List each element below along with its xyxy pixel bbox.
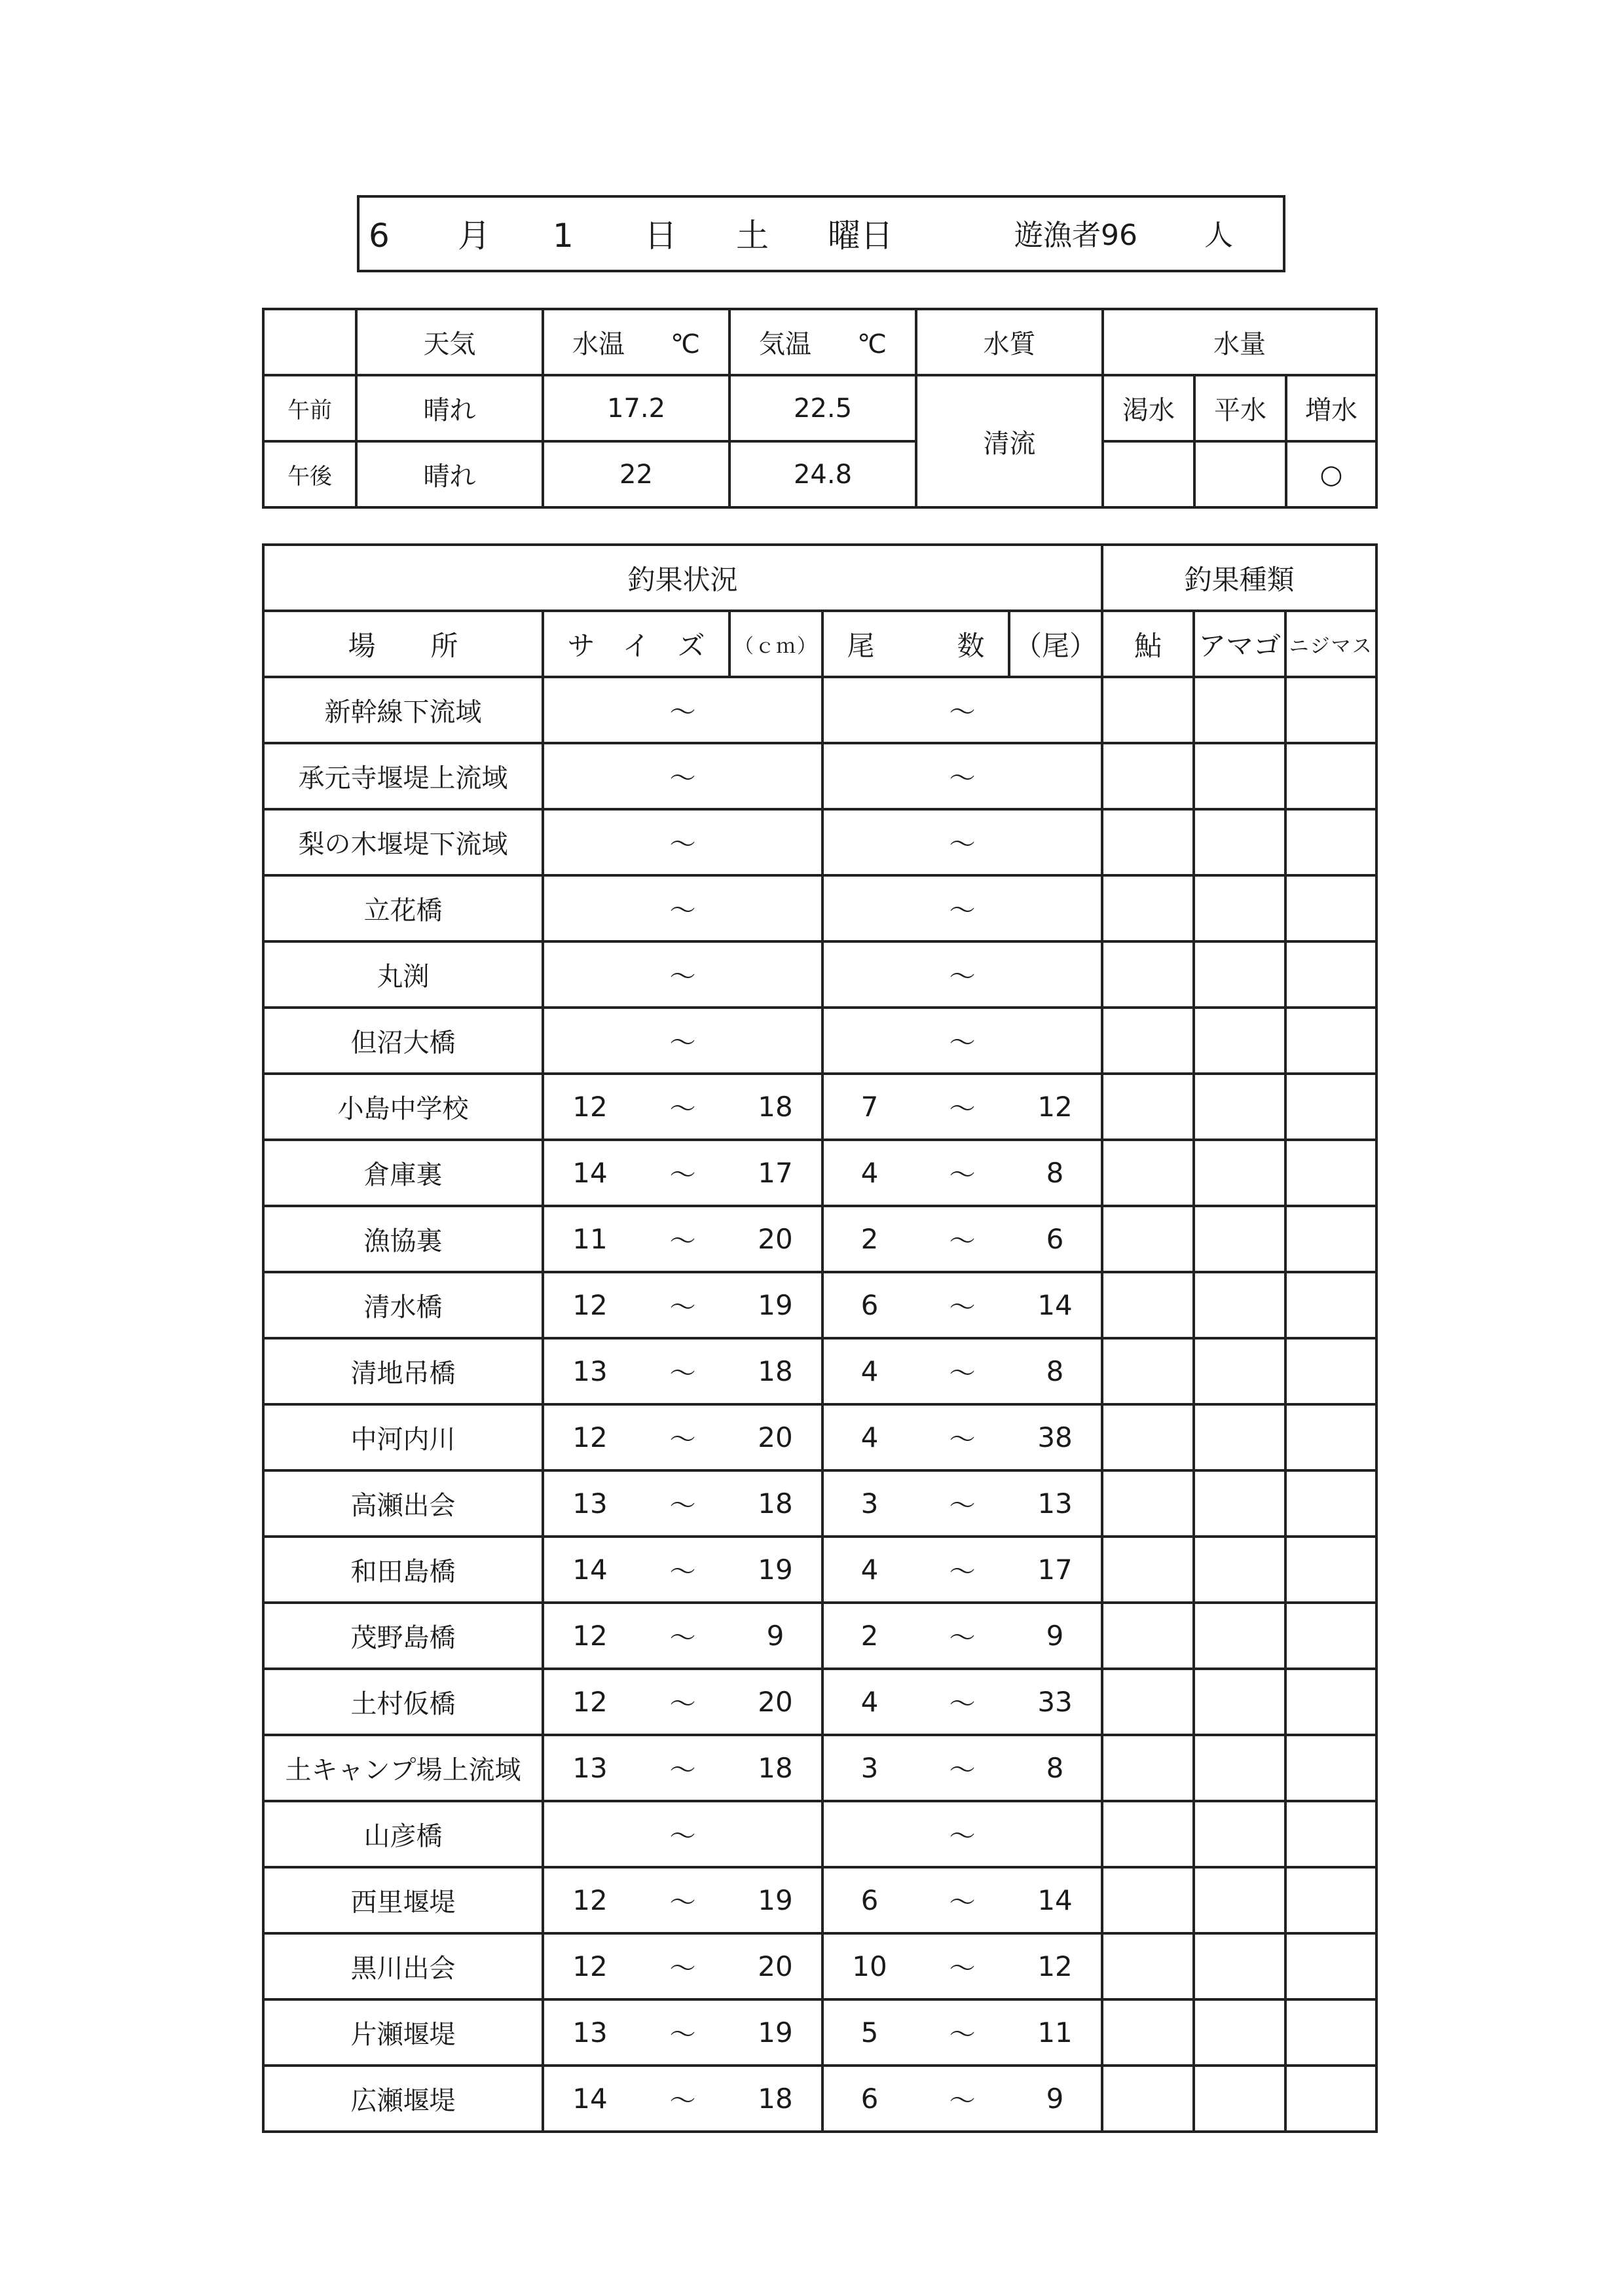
size-max-cell — [729, 1801, 822, 1867]
table-row — [263, 1999, 1376, 2066]
table-row — [263, 1669, 1376, 1735]
weather-table — [262, 308, 1378, 509]
am-water-temp: 17.2 — [543, 375, 729, 441]
size-min-cell — [543, 1008, 636, 1074]
ayu-cell — [1102, 1999, 1194, 2066]
rainbow-trout-cell — [1285, 1933, 1376, 1999]
count-max-cell — [1009, 875, 1102, 941]
ayu-cell — [1102, 1537, 1194, 1603]
count-tilde: 〜 — [915, 1008, 1009, 1074]
count-tilde: 〜 — [915, 743, 1009, 809]
size-tilde: 〜 — [636, 1338, 729, 1404]
count-tilde: 〜 — [915, 941, 1009, 1008]
size-max-cell: 17 — [729, 1140, 822, 1206]
count-max-cell: 9 — [1009, 2066, 1102, 2132]
count-min-cell: 6 — [822, 1272, 915, 1338]
rainbow-trout-cell — [1285, 1999, 1376, 2066]
size-tilde: 〜 — [636, 1470, 729, 1537]
table-row — [263, 809, 1376, 875]
size-min-cell: 12 — [543, 1272, 636, 1338]
rainbow-trout-cell — [1285, 875, 1376, 941]
count-min-cell: 2 — [822, 1206, 915, 1272]
ayu-cell — [1102, 1867, 1194, 1933]
pm-label: 午後 — [263, 441, 356, 507]
weather-header: 天気 — [356, 309, 543, 375]
date-header — [357, 195, 1285, 272]
place-header: 場 所 — [263, 611, 543, 677]
size-max-cell — [729, 677, 822, 743]
amago-cell — [1194, 1206, 1285, 1272]
ayu-cell — [1102, 2066, 1194, 2132]
corner-cell — [263, 309, 356, 375]
volume-low-mark — [1103, 441, 1194, 507]
count-tilde: 〜 — [915, 1338, 1009, 1404]
ayu-cell — [1102, 743, 1194, 809]
size-min-cell: 12 — [543, 1867, 636, 1933]
rainbow-trout-cell — [1285, 809, 1376, 875]
amago-cell — [1194, 1669, 1285, 1735]
water-temp-header: 水温 ℃ — [543, 309, 729, 375]
count-min-cell: 4 — [822, 1404, 915, 1470]
count-tilde: 〜 — [915, 1140, 1009, 1206]
place-cell: 和田島橋 — [263, 1537, 543, 1603]
count-max-cell: 8 — [1009, 1338, 1102, 1404]
size-tilde: 〜 — [636, 2066, 729, 2132]
amago-cell — [1194, 1999, 1285, 2066]
count-min-cell: 4 — [822, 1537, 915, 1603]
count-min-cell — [822, 1801, 915, 1867]
amago-cell — [1194, 809, 1285, 875]
size-tilde: 〜 — [636, 1206, 729, 1272]
count-min-cell: 5 — [822, 1999, 915, 2066]
size-max-cell — [729, 875, 822, 941]
ayu-cell — [1102, 941, 1194, 1008]
size-tilde: 〜 — [636, 1999, 729, 2066]
size-min-cell: 12 — [543, 1603, 636, 1669]
count-header: 尾 数 — [822, 611, 1009, 677]
rainbow-trout-cell — [1285, 743, 1376, 809]
count-min-cell: 6 — [822, 2066, 915, 2132]
count-min-cell: 2 — [822, 1603, 915, 1669]
rainbow-trout-cell — [1285, 1801, 1376, 1867]
place-cell: 片瀬堰堤 — [263, 1999, 543, 2066]
ayu-cell — [1102, 1933, 1194, 1999]
size-max-cell: 19 — [729, 1272, 822, 1338]
amago-cell — [1194, 1735, 1285, 1801]
count-min-cell — [822, 941, 915, 1008]
size-tilde: 〜 — [636, 1074, 729, 1140]
count-tilde: 〜 — [915, 1735, 1009, 1801]
size-tilde: 〜 — [636, 1867, 729, 1933]
count-tilde: 〜 — [915, 2066, 1009, 2132]
amago-cell — [1194, 1603, 1285, 1669]
table-row — [263, 1008, 1376, 1074]
count-min-cell: 4 — [822, 1338, 915, 1404]
size-min-cell: 13 — [543, 1735, 636, 1801]
count-min-cell: 4 — [822, 1140, 915, 1206]
am-label: 午前 — [263, 375, 356, 441]
size-tilde: 〜 — [636, 1008, 729, 1074]
count-max-cell: 38 — [1009, 1404, 1102, 1470]
size-tilde: 〜 — [636, 1735, 729, 1801]
place-cell: 高瀬出会 — [263, 1470, 543, 1537]
amago-cell — [1194, 941, 1285, 1008]
amago-cell — [1194, 1537, 1285, 1603]
count-tilde: 〜 — [915, 809, 1009, 875]
count-min-cell — [822, 677, 915, 743]
table-row — [263, 1470, 1376, 1537]
rainbow-trout-cell — [1285, 1338, 1376, 1404]
count-max-cell — [1009, 743, 1102, 809]
place-cell: 清地吊橋 — [263, 1338, 543, 1404]
table-row — [263, 941, 1376, 1008]
ayu-cell — [1102, 809, 1194, 875]
size-max-cell — [729, 743, 822, 809]
amago-cell — [1194, 1140, 1285, 1206]
ayu-cell — [1102, 1206, 1194, 1272]
pm-water-temp: 22 — [543, 441, 729, 507]
place-cell: 黒川出会 — [263, 1933, 543, 1999]
count-max-cell — [1009, 1801, 1102, 1867]
amago-cell — [1194, 677, 1285, 743]
amago-cell — [1194, 1074, 1285, 1140]
count-max-cell — [1009, 809, 1102, 875]
anglers-count: 遊漁者96 — [1014, 219, 1137, 252]
size-max-cell: 18 — [729, 1470, 822, 1537]
count-min-cell — [822, 1008, 915, 1074]
table-row — [263, 743, 1376, 809]
ayu-cell — [1102, 1140, 1194, 1206]
water-quality-value: 清流 — [916, 375, 1103, 507]
place-cell: 土村仮橋 — [263, 1669, 543, 1735]
amago-cell — [1194, 1801, 1285, 1867]
count-max-cell — [1009, 677, 1102, 743]
count-max-cell: 8 — [1009, 1140, 1102, 1206]
count-min-cell: 10 — [822, 1933, 915, 1999]
catch-status-title: 釣果状況 — [263, 545, 1102, 611]
size-tilde: 〜 — [636, 677, 729, 743]
size-max-cell: 20 — [729, 1669, 822, 1735]
ayu-cell — [1102, 1272, 1194, 1338]
table-row — [263, 875, 1376, 941]
count-tilde: 〜 — [915, 1999, 1009, 2066]
table-row — [263, 677, 1376, 743]
count-tilde: 〜 — [915, 1933, 1009, 1999]
ayu-cell — [1102, 1735, 1194, 1801]
size-max-cell — [729, 809, 822, 875]
count-tilde: 〜 — [915, 1669, 1009, 1735]
place-cell: 茂野島橋 — [263, 1603, 543, 1669]
table-row — [263, 1338, 1376, 1404]
amago-cell — [1194, 1272, 1285, 1338]
size-tilde: 〜 — [636, 875, 729, 941]
ayu-cell — [1102, 1404, 1194, 1470]
count-min-cell — [822, 743, 915, 809]
water-quality-header: 水質 — [916, 309, 1103, 375]
table-row — [263, 1933, 1376, 1999]
count-max-cell: 14 — [1009, 1867, 1102, 1933]
species-ayu-header: 鮎 — [1102, 611, 1194, 677]
size-max-cell: 20 — [729, 1933, 822, 1999]
size-header: サ イ ズ — [543, 611, 729, 677]
size-min-cell — [543, 743, 636, 809]
table-row — [263, 1074, 1376, 1140]
place-cell: 山彦橋 — [263, 1801, 543, 1867]
place-cell: 広瀬堰堤 — [263, 2066, 543, 2132]
size-max-cell: 19 — [729, 1867, 822, 1933]
size-max-cell: 18 — [729, 2066, 822, 2132]
amago-cell — [1194, 1404, 1285, 1470]
month-unit: 月 — [458, 217, 490, 255]
table-row — [263, 1206, 1376, 1272]
place-cell: 漁協裏 — [263, 1206, 543, 1272]
ayu-cell — [1102, 677, 1194, 743]
size-min-cell: 14 — [543, 2066, 636, 2132]
amago-cell — [1194, 743, 1285, 809]
place-cell: 清水橋 — [263, 1272, 543, 1338]
size-tilde: 〜 — [636, 1404, 729, 1470]
water-volume-header: 水量 — [1103, 309, 1376, 375]
volume-high: 増水 — [1286, 375, 1376, 441]
rainbow-trout-cell — [1285, 677, 1376, 743]
amago-cell — [1194, 1470, 1285, 1537]
count-tilde: 〜 — [915, 677, 1009, 743]
ayu-cell — [1102, 1008, 1194, 1074]
table-row — [263, 1735, 1376, 1801]
size-max-cell: 18 — [729, 1074, 822, 1140]
species-title: 釣果種類 — [1102, 545, 1376, 611]
count-min-cell — [822, 875, 915, 941]
rainbow-trout-cell — [1285, 941, 1376, 1008]
count-tilde: 〜 — [915, 1404, 1009, 1470]
place-cell: 新幹線下流域 — [263, 677, 543, 743]
place-cell: 承元寺堰堤上流域 — [263, 743, 543, 809]
size-min-cell: 13 — [543, 1338, 636, 1404]
count-max-cell: 6 — [1009, 1206, 1102, 1272]
ayu-cell — [1102, 1801, 1194, 1867]
place-cell: 梨の木堰堤下流域 — [263, 809, 543, 875]
ayu-cell — [1102, 1669, 1194, 1735]
size-min-cell — [543, 809, 636, 875]
amago-cell — [1194, 1933, 1285, 1999]
size-max-cell: 18 — [729, 1338, 822, 1404]
size-tilde: 〜 — [636, 1537, 729, 1603]
count-tilde: 〜 — [915, 1603, 1009, 1669]
size-max-cell: 20 — [729, 1206, 822, 1272]
species-rainbow-trout-header: ニジマス — [1285, 611, 1376, 677]
anglers-unit: 人 — [1204, 219, 1233, 252]
am-weather: 晴れ — [356, 375, 543, 441]
place-cell: 西里堰堤 — [263, 1867, 543, 1933]
size-min-cell: 11 — [543, 1206, 636, 1272]
volume-normal: 平水 — [1194, 375, 1286, 441]
size-max-cell — [729, 1008, 822, 1074]
size-max-cell: 18 — [729, 1735, 822, 1801]
size-min-cell: 14 — [543, 1537, 636, 1603]
place-cell: 土キャンプ場上流域 — [263, 1735, 543, 1801]
count-max-cell: 9 — [1009, 1603, 1102, 1669]
table-row — [263, 2066, 1376, 2132]
size-min-cell — [543, 941, 636, 1008]
count-tilde: 〜 — [915, 1074, 1009, 1140]
count-unit-header: （尾） — [1009, 611, 1102, 677]
pm-air-temp: 24.8 — [729, 441, 916, 507]
size-tilde: 〜 — [636, 1801, 729, 1867]
rainbow-trout-cell — [1285, 1669, 1376, 1735]
rainbow-trout-cell — [1285, 1140, 1376, 1206]
size-min-cell: 12 — [543, 1404, 636, 1470]
count-min-cell: 3 — [822, 1735, 915, 1801]
place-cell: 小島中学校 — [263, 1074, 543, 1140]
size-max-cell: 19 — [729, 1537, 822, 1603]
table-row — [263, 1603, 1376, 1669]
size-min-cell — [543, 875, 636, 941]
size-min-cell: 12 — [543, 1074, 636, 1140]
size-min-cell: 13 — [543, 1999, 636, 2066]
ayu-cell — [1102, 1338, 1194, 1404]
count-max-cell: 12 — [1009, 1933, 1102, 1999]
volume-normal-mark — [1194, 441, 1286, 507]
size-tilde: 〜 — [636, 1669, 729, 1735]
table-row — [263, 1404, 1376, 1470]
count-max-cell — [1009, 1008, 1102, 1074]
count-tilde: 〜 — [915, 1272, 1009, 1338]
day-unit: 日 — [644, 217, 677, 255]
count-max-cell: 11 — [1009, 1999, 1102, 2066]
species-amago-header: アマゴ — [1194, 611, 1285, 677]
size-min-cell — [543, 1801, 636, 1867]
size-max-cell — [729, 941, 822, 1008]
count-tilde: 〜 — [915, 1867, 1009, 1933]
count-max-cell: 14 — [1009, 1272, 1102, 1338]
table-row — [263, 1272, 1376, 1338]
month-value: 6 — [369, 217, 390, 255]
count-tilde: 〜 — [915, 875, 1009, 941]
size-tilde: 〜 — [636, 809, 729, 875]
pm-weather: 晴れ — [356, 441, 543, 507]
count-min-cell — [822, 809, 915, 875]
rainbow-trout-cell — [1285, 1603, 1376, 1669]
count-min-cell: 7 — [822, 1074, 915, 1140]
rainbow-trout-cell — [1285, 2066, 1376, 2132]
table-row — [263, 1867, 1376, 1933]
size-unit-header: （ｃｍ） — [729, 611, 822, 677]
size-tilde: 〜 — [636, 743, 729, 809]
day-value: 1 — [553, 217, 574, 255]
table-row — [263, 1801, 1376, 1867]
count-tilde: 〜 — [915, 1206, 1009, 1272]
rainbow-trout-cell — [1285, 1272, 1376, 1338]
ayu-cell — [1102, 875, 1194, 941]
rainbow-trout-cell — [1285, 1404, 1376, 1470]
count-max-cell: 17 — [1009, 1537, 1102, 1603]
rainbow-trout-cell — [1285, 1735, 1376, 1801]
place-cell: 中河内川 — [263, 1404, 543, 1470]
amago-cell — [1194, 1867, 1285, 1933]
count-min-cell: 6 — [822, 1867, 915, 1933]
place-cell: 立花橋 — [263, 875, 543, 941]
rainbow-trout-cell — [1285, 1008, 1376, 1074]
size-tilde: 〜 — [636, 1603, 729, 1669]
volume-low: 渇水 — [1103, 375, 1194, 441]
rainbow-trout-cell — [1285, 1867, 1376, 1933]
volume-high-mark: ○ — [1286, 441, 1376, 507]
amago-cell — [1194, 875, 1285, 941]
size-max-cell: 20 — [729, 1404, 822, 1470]
ayu-cell — [1102, 1470, 1194, 1537]
count-max-cell: 12 — [1009, 1074, 1102, 1140]
place-cell: 丸渕 — [263, 941, 543, 1008]
table-row — [263, 1537, 1376, 1603]
table-row — [263, 1140, 1376, 1206]
count-tilde: 〜 — [915, 1801, 1009, 1867]
count-tilde: 〜 — [915, 1470, 1009, 1537]
count-max-cell: 33 — [1009, 1669, 1102, 1735]
count-max-cell — [1009, 941, 1102, 1008]
size-tilde: 〜 — [636, 1272, 729, 1338]
ayu-cell — [1102, 1074, 1194, 1140]
size-tilde: 〜 — [636, 1933, 729, 1999]
size-max-cell: 19 — [729, 1999, 822, 2066]
place-cell: 但沼大橋 — [263, 1008, 543, 1074]
weekday-unit: 曜日 — [828, 217, 893, 255]
rainbow-trout-cell — [1285, 1470, 1376, 1537]
size-tilde: 〜 — [636, 1140, 729, 1206]
catch-table — [262, 543, 1378, 2133]
size-min-cell: 13 — [543, 1470, 636, 1537]
amago-cell — [1194, 1338, 1285, 1404]
catch-rows — [263, 677, 1376, 2132]
count-tilde: 〜 — [915, 1537, 1009, 1603]
size-min-cell — [543, 677, 636, 743]
rainbow-trout-cell — [1285, 1074, 1376, 1140]
size-min-cell: 14 — [543, 1140, 636, 1206]
amago-cell — [1194, 1008, 1285, 1074]
count-min-cell: 4 — [822, 1669, 915, 1735]
weekday-value: 土 — [736, 217, 769, 255]
rainbow-trout-cell — [1285, 1537, 1376, 1603]
size-max-cell: 9 — [729, 1603, 822, 1669]
ayu-cell — [1102, 1603, 1194, 1669]
am-air-temp: 22.5 — [729, 375, 916, 441]
size-min-cell: 12 — [543, 1669, 636, 1735]
rainbow-trout-cell — [1285, 1206, 1376, 1272]
count-min-cell: 3 — [822, 1470, 915, 1537]
place-cell: 倉庫裏 — [263, 1140, 543, 1206]
amago-cell — [1194, 2066, 1285, 2132]
air-temp-header: 気温 ℃ — [729, 309, 916, 375]
count-max-cell: 8 — [1009, 1735, 1102, 1801]
size-min-cell: 12 — [543, 1933, 636, 1999]
count-max-cell: 13 — [1009, 1470, 1102, 1537]
size-tilde: 〜 — [636, 941, 729, 1008]
